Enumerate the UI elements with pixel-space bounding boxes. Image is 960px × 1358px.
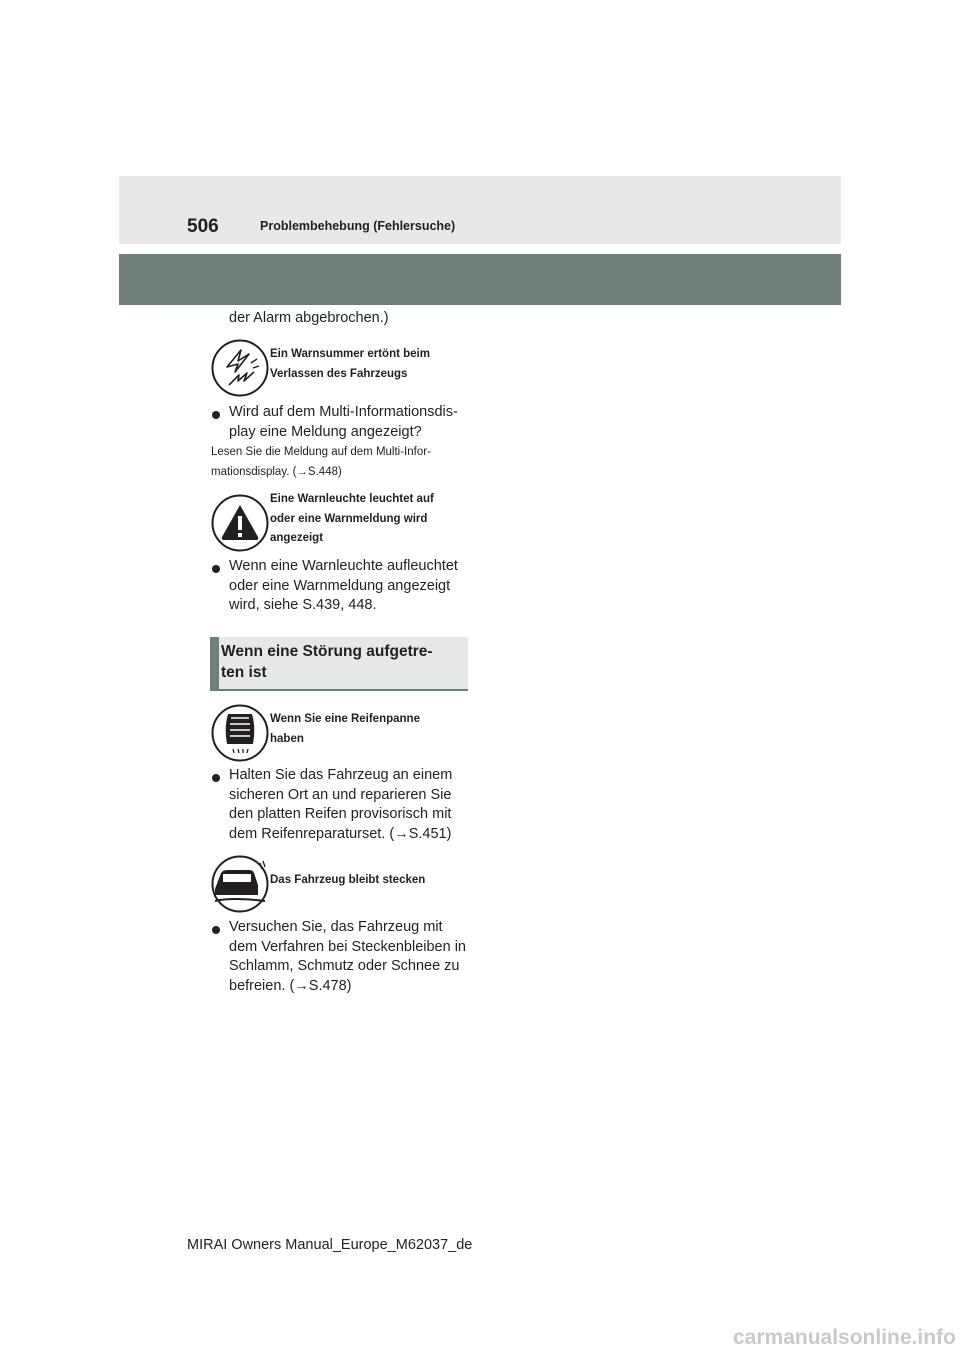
bullet-dot: [212, 774, 220, 782]
chapter-title: Problembehebung (Fehlersuche): [260, 219, 456, 233]
page-number: 506: [187, 216, 219, 237]
item3-bullet-text: Halten Sie das Fahrzeug an einem sicheren Ort an und reparieren Sie den platten Reifen provisorisch mit dem Reifenreparaturset. (→S.451): [229, 767, 453, 842]
item4-label: Das Fahrzeug bleibt stecken: [270, 874, 426, 886]
footer-text: MIRAI Owners Manual_Europe_M62037_de: [187, 1237, 473, 1253]
car-stuck-icon: [211, 855, 269, 913]
warning-triangle-icon: [211, 494, 269, 552]
item1-note: Lesen Sie die Meldung auf dem Multi-Infor- mationsdisplay. (→S.448): [211, 446, 431, 478]
item2-bullet-text: Wenn eine Warnleuchte aufleuchtet oder eine Warnmeldung angezeigt wird, siehe S.439, 448.: [229, 558, 458, 613]
intro-line: der Alarm abgebrochen.): [229, 310, 389, 326]
item1-bullet-text: Wird auf dem Multi-Informationsdis- play eine Meldung angezeigt?: [229, 404, 458, 440]
section-band: [119, 254, 841, 305]
watermark: carmanualsonline.info: [733, 1326, 956, 1349]
item3-label: Wenn Sie eine Reifenpanne haben: [270, 713, 420, 745]
bullet-dot: [212, 565, 220, 573]
item2-label: Eine Warnleuchte leuchtet auf oder eine Warnmeldung wird angezeigt: [270, 493, 434, 544]
item4-bullet-text: Versuchen Sie, das Fahrzeug mit dem Verfahren bei Steckenbleiben in Schlamm, Schmutz oder Schnee zu befreien. (→S.478): [229, 919, 466, 994]
bullet-dot: [212, 926, 220, 934]
item1-label: Ein Warnsummer ertönt beim Verlassen des Fahrzeugs: [270, 348, 430, 380]
header-band: [119, 176, 841, 244]
section-heading: Wenn eine Störung aufgetre- ten ist: [221, 643, 433, 681]
flat-tire-icon: [211, 704, 269, 762]
bullet-dot: [212, 411, 220, 419]
lightning-buzzer-icon: [211, 339, 269, 397]
